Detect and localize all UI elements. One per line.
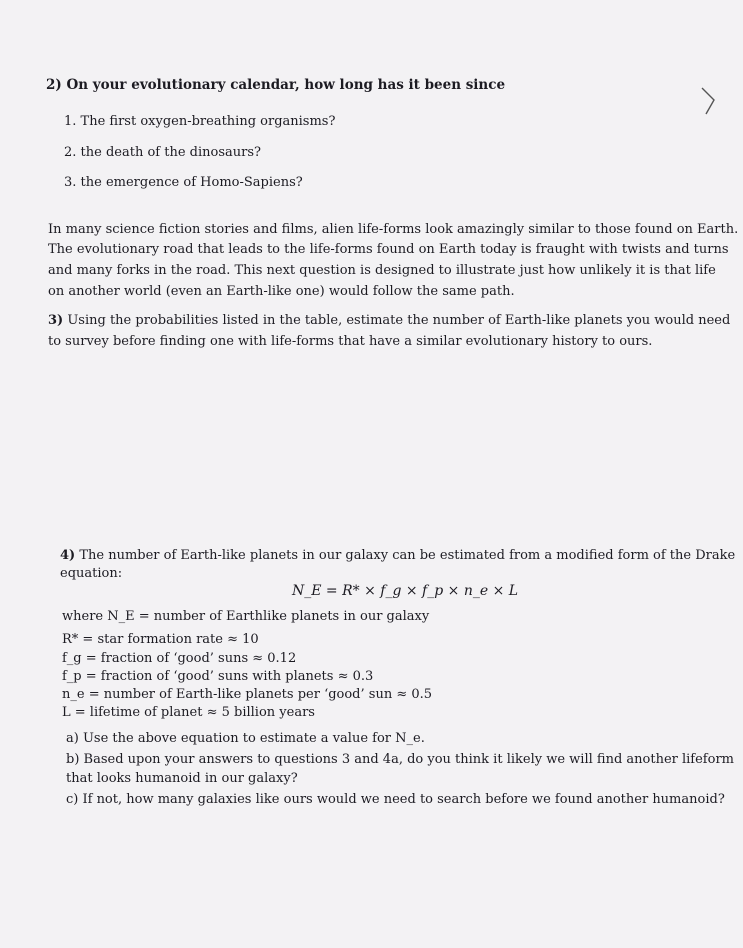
- question-3-number: 3): [48, 313, 64, 328]
- question-4-line-1: [60, 548, 735, 564]
- question-2-item-1: 1. The first oxygen-breathing organisms?: [64, 114, 336, 129]
- def-star-formation: R* = star formation rate ≈ 10: [62, 632, 259, 647]
- question-2-item-3: 3. the emergence of Homo-Sapiens?: [64, 175, 303, 190]
- margin-mark-icon: [700, 86, 718, 118]
- intro-line-2: The evolutionary road that leads to the life-forms found on Earth today is fraught with twists and turns: [48, 242, 729, 257]
- intro-line-3: and many forks in the road. This next question is designed to illustrate just how unlikely it is that life: [48, 263, 716, 278]
- def-earthlike-per-sun: n_e = number of Earth-like planets per ‘good’ sun ≈ 0.5: [62, 687, 433, 702]
- question-4-text-1: The number of Earth-like planets in our galaxy can be estimated from a modified form of the Drake: [79, 548, 736, 563]
- question-3-line-1: [48, 313, 730, 329]
- part-b-line-1: b) Based upon your answers to questions 3 and 4a, do you think it likely we will find another lifeform: [66, 752, 734, 767]
- part-c: c) If not, how many galaxies like ours would we need to search before we found another humanoid?: [66, 792, 725, 807]
- question-2-title: 2) On your evolutionary calendar, how long has it been since: [46, 77, 506, 93]
- where-line: where N_E = number of Earthlike planets in our galaxy: [62, 609, 430, 624]
- question-3-line-2: to survey before finding one with life-forms that have a similar evolutionary history to ours.: [48, 334, 653, 349]
- def-planets: f_p = fraction of ‘good’ suns with planets ≈ 0.3: [62, 669, 374, 684]
- def-good-suns: f_g = fraction of ‘good’ suns ≈ 0.12: [62, 651, 297, 666]
- question-4-line-2: equation:: [60, 566, 123, 581]
- question-3-text-1: Using the probabilities listed in the table, estimate the number of Earth-like planets you would need: [67, 313, 731, 328]
- drake-equation: N_E = R* × f_g × f_p × n_e × L: [292, 583, 519, 599]
- def-lifetime: L = lifetime of planet ≈ 5 billion years: [62, 705, 315, 720]
- intro-line-4: on another world (even an Earth-like one) would follow the same path.: [48, 284, 515, 299]
- part-a: a) Use the above equation to estimate a value for N_e.: [66, 731, 425, 746]
- question-4-number: 4): [60, 548, 76, 563]
- part-b-line-2: that looks humanoid in our galaxy?: [66, 771, 298, 786]
- intro-line-1: In many science fiction stories and films, alien life-forms look amazingly similar to those found on Earth.: [48, 222, 739, 237]
- question-2-item-2: 2. the death of the dinosaurs?: [64, 145, 261, 160]
